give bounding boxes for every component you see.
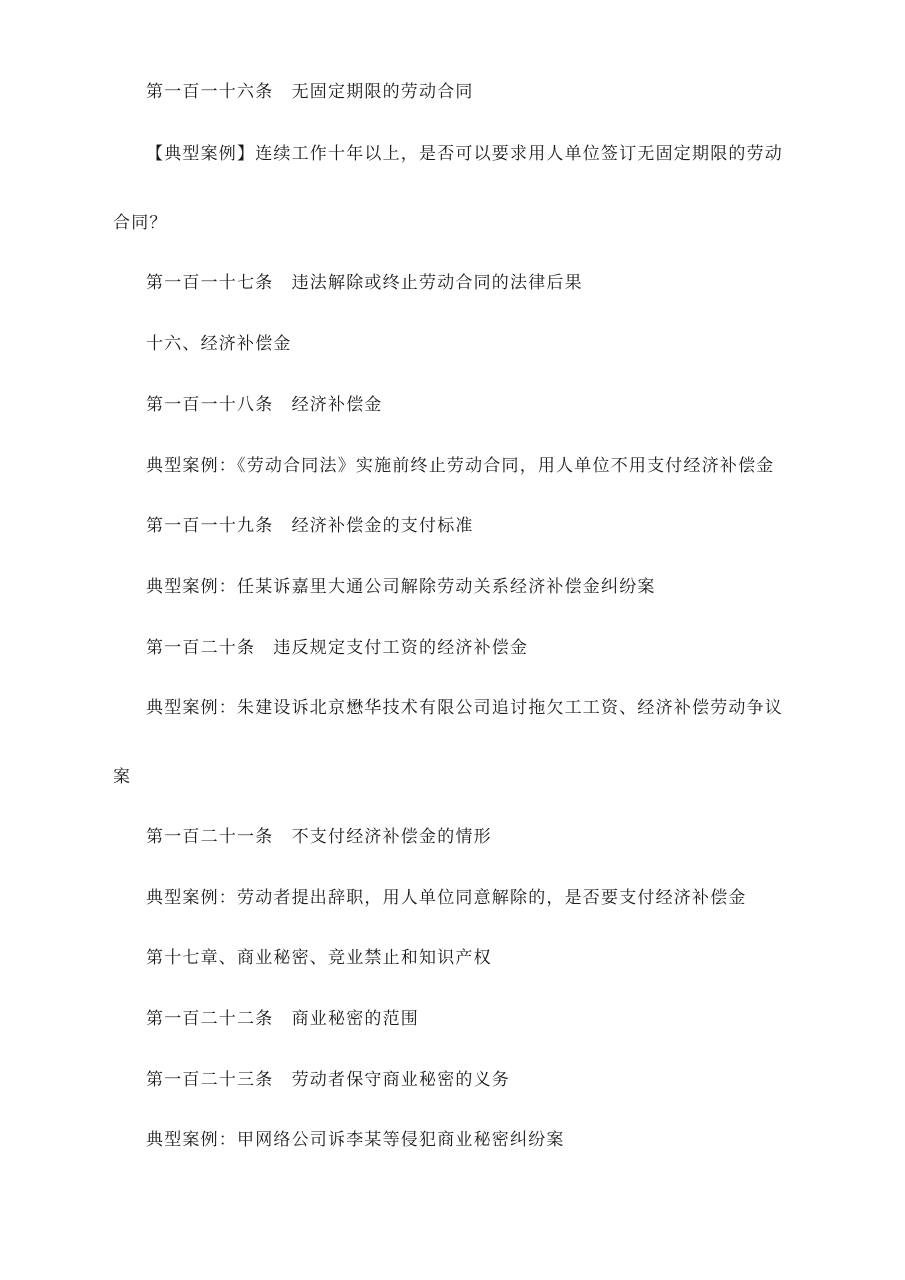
case-118-title: 典型案例：《劳动合同法》实施前终止劳动合同，用人单位不用支付经济补偿金 xyxy=(146,456,775,476)
article-119-heading: 第一百一十九条 经济补偿金的支付标准 xyxy=(146,516,474,536)
article-120-heading: 第一百二十条 违反规定支付工资的经济补偿金 xyxy=(146,638,529,658)
article-118-heading: 第一百一十八条 经济补偿金 xyxy=(146,395,383,415)
section-16-heading: 十六、经济补偿金 xyxy=(146,334,292,354)
chapter-17-heading: 第十七章、商业秘密、竞业禁止和知识产权 xyxy=(146,948,492,968)
article-121-heading: 第一百二十一条 不支付经济补偿金的情形 xyxy=(146,827,492,847)
case-116-title-line-2: 合同？ xyxy=(113,213,168,233)
case-123-title: 典型案例：甲网络公司诉李某等侵犯商业秘密纠纷案 xyxy=(146,1130,565,1150)
case-116-title-line-1: 【典型案例】连续工作十年以上，是否可以要求用人单位签订无固定期限的劳动 xyxy=(146,144,783,164)
article-122-heading: 第一百二十二条 商业秘密的范围 xyxy=(146,1009,419,1029)
article-117-heading: 第一百一十七条 违法解除或终止劳动合同的法律后果 xyxy=(146,273,583,293)
case-119-title: 典型案例：任某诉嘉里大通公司解除劳动关系经济补偿金纠纷案 xyxy=(146,577,656,597)
article-123-heading: 第一百二十三条 劳动者保守商业秘密的义务 xyxy=(146,1070,510,1090)
case-121-title: 典型案例：劳动者提出辞职，用人单位同意解除的，是否要支付经济补偿金 xyxy=(146,888,747,908)
case-120-title-line-1: 典型案例：朱建设诉北京懋华技术有限公司追讨拖欠工工资、经济补偿劳动争议 xyxy=(146,698,783,718)
case-120-title-line-2: 案 xyxy=(113,767,132,787)
article-116-heading: 第一百一十六条 无固定期限的劳动合同 xyxy=(146,82,474,102)
